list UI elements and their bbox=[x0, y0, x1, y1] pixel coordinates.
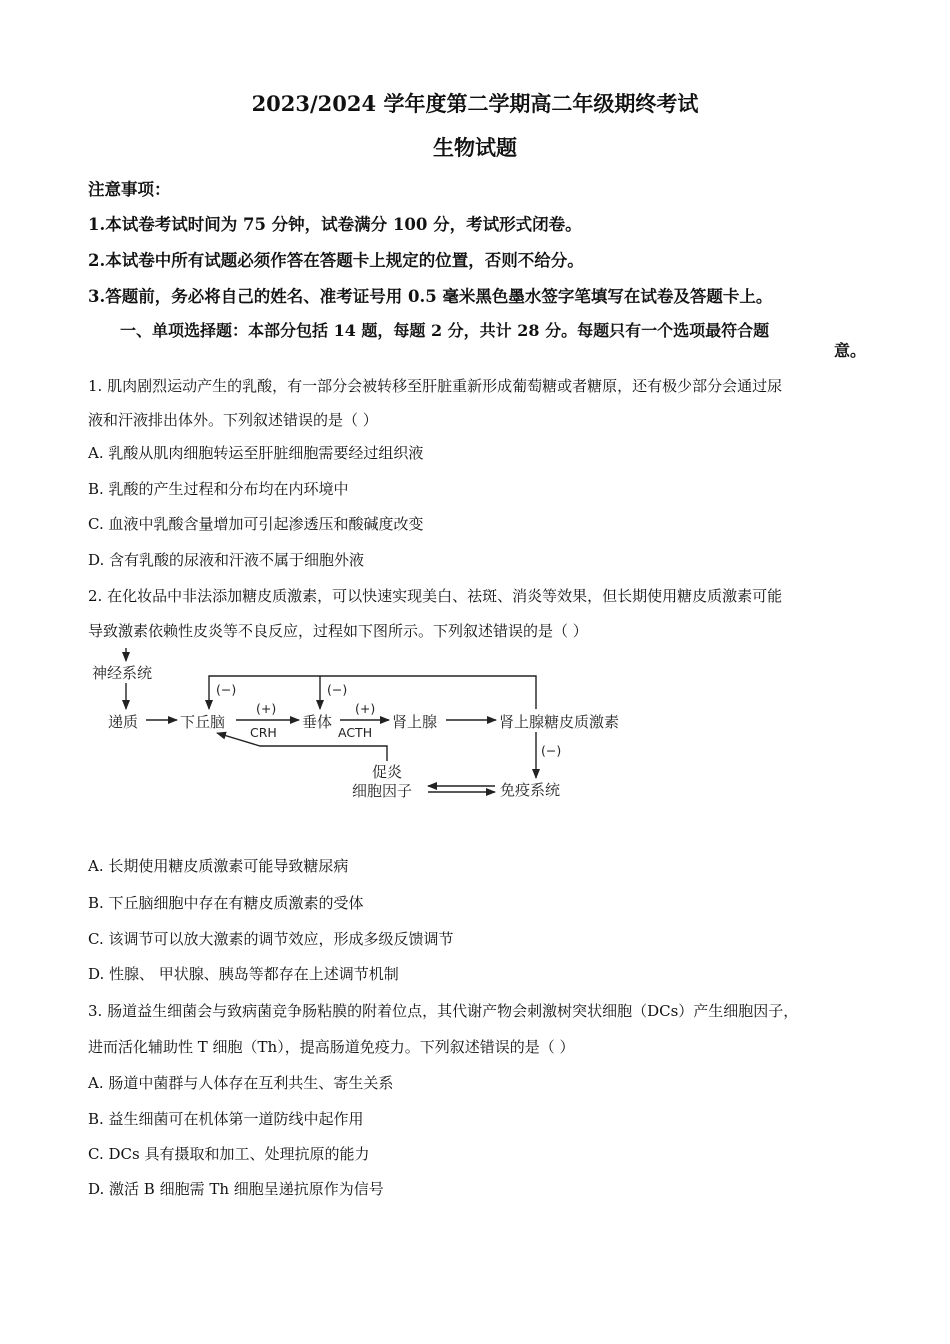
notice-item: 3.答题前，务必将自己的姓名、准考证号用 0.5 毫米黑色墨水签字笔填写在试卷及答题卡上。 bbox=[88, 287, 773, 306]
question-1-stem: 1. 肌肉剧烈运动产生的乳酸，有一部分会被转移至肝脏重新形成葡萄糖或者糖原，还有极少部分会通过尿 bbox=[88, 377, 783, 395]
node-pituitary: 垂体 bbox=[302, 713, 333, 731]
notice-item: 1.本试卷考试时间为 75 分钟，试卷满分 100 分，考试形式闭卷。 bbox=[88, 215, 582, 234]
question-1-option-d: D. 含有乳酸的尿液和汗液不属于细胞外液 bbox=[88, 551, 365, 569]
label-minus-1: (−) bbox=[216, 682, 237, 697]
notice-heading: 注意事项： bbox=[88, 180, 171, 199]
question-2-option-a: A. 长期使用糖皮质激素可能导致糖尿病 bbox=[88, 857, 349, 875]
question-2-option-c: C. 该调节可以放大激素的调节效应，形成多级反馈调节 bbox=[88, 930, 454, 948]
label-minus-3: (−) bbox=[541, 743, 562, 758]
node-nervous-system: 神经系统 bbox=[92, 664, 153, 682]
question-1-option-b: B. 乳酸的产生过程和分布均在内环境中 bbox=[88, 480, 349, 498]
node-hypothalamus: 下丘脑 bbox=[180, 713, 226, 731]
question-3-option-a: A. 肠道中菌群与人体存在互利共生、寄生关系 bbox=[88, 1074, 394, 1092]
node-adrenal-gland: 肾上腺 bbox=[392, 713, 438, 731]
question-2-stem-cont: 导致激素依赖性皮炎等不良反应，过程如下图所示。下列叙述错误的是（ ） bbox=[88, 622, 588, 640]
label-minus-2: (−) bbox=[327, 682, 348, 697]
section-heading: 一、单项选择题：本部分包括 14 题，每题 2 分，共计 28 分。每题只有一个选项最符合题 bbox=[120, 321, 770, 340]
question-1-option-c: C. 血液中乳酸含量增加可引起渗透压和酸碱度改变 bbox=[88, 515, 424, 533]
node-transmitter: 递质 bbox=[108, 713, 139, 731]
notice-item: 2.本试卷中所有试题必须作答在答题卡上规定的位置，否则不给分。 bbox=[88, 251, 584, 270]
question-2-option-b: B. 下丘脑细胞中存在有糖皮质激素的受体 bbox=[88, 894, 364, 912]
question-2-option-d: D. 性腺、 甲状腺、胰岛等都存在上述调节机制 bbox=[88, 965, 399, 983]
node-cytokine-label-2: 细胞因子 bbox=[352, 782, 413, 800]
question-3-stem-cont: 进而活化辅助性 T 细胞（Th），提高肠道免疫力。下列叙述错误的是（ ） bbox=[88, 1038, 575, 1056]
question-3-option-b: B. 益生细菌可在机体第一道防线中起作用 bbox=[88, 1110, 364, 1128]
exam-title: 2023/2024 学年度第二学期高二年级期终考试 bbox=[251, 91, 699, 116]
question-3-option-d: D. 激活 B 细胞需 Th 细胞呈递抗原作为信号 bbox=[88, 1180, 384, 1198]
label-plus-2: (+) bbox=[355, 701, 376, 716]
node-glucocorticoid: 肾上腺糖皮质激素 bbox=[499, 713, 620, 731]
question-1-stem-cont: 液和汗液排出体外。下列叙述错误的是（ ） bbox=[88, 411, 378, 429]
label-acth: ACTH bbox=[338, 725, 373, 740]
node-immune-system: 免疫系统 bbox=[500, 781, 561, 799]
question-3-stem: 3. 肠道益生细菌会与致病菌竞争肠粘膜的附着位点，其代谢产物会刺激树突状细胞（DCs）产生细胞因子， bbox=[88, 1002, 799, 1020]
node-cytokine-label-1: 促炎 bbox=[372, 763, 403, 781]
question-1-option-a: A. 乳酸从肌肉细胞转运至肝脏细胞需要经过组织液 bbox=[88, 444, 424, 462]
label-crh: CRH bbox=[250, 725, 277, 740]
label-plus-1: (+) bbox=[256, 701, 277, 716]
subject-title: 生物试题 bbox=[433, 135, 517, 160]
question-3-option-c: C. DCs 具有摄取和加工、处理抗原的能力 bbox=[88, 1145, 370, 1163]
question-2-stem: 2. 在化妆品中非法添加糖皮质激素，可以快速实现美白、祛斑、消炎等效果，但长期使用糖皮质激素可能 bbox=[88, 587, 783, 605]
section-heading-cont: 意。 bbox=[834, 341, 867, 360]
